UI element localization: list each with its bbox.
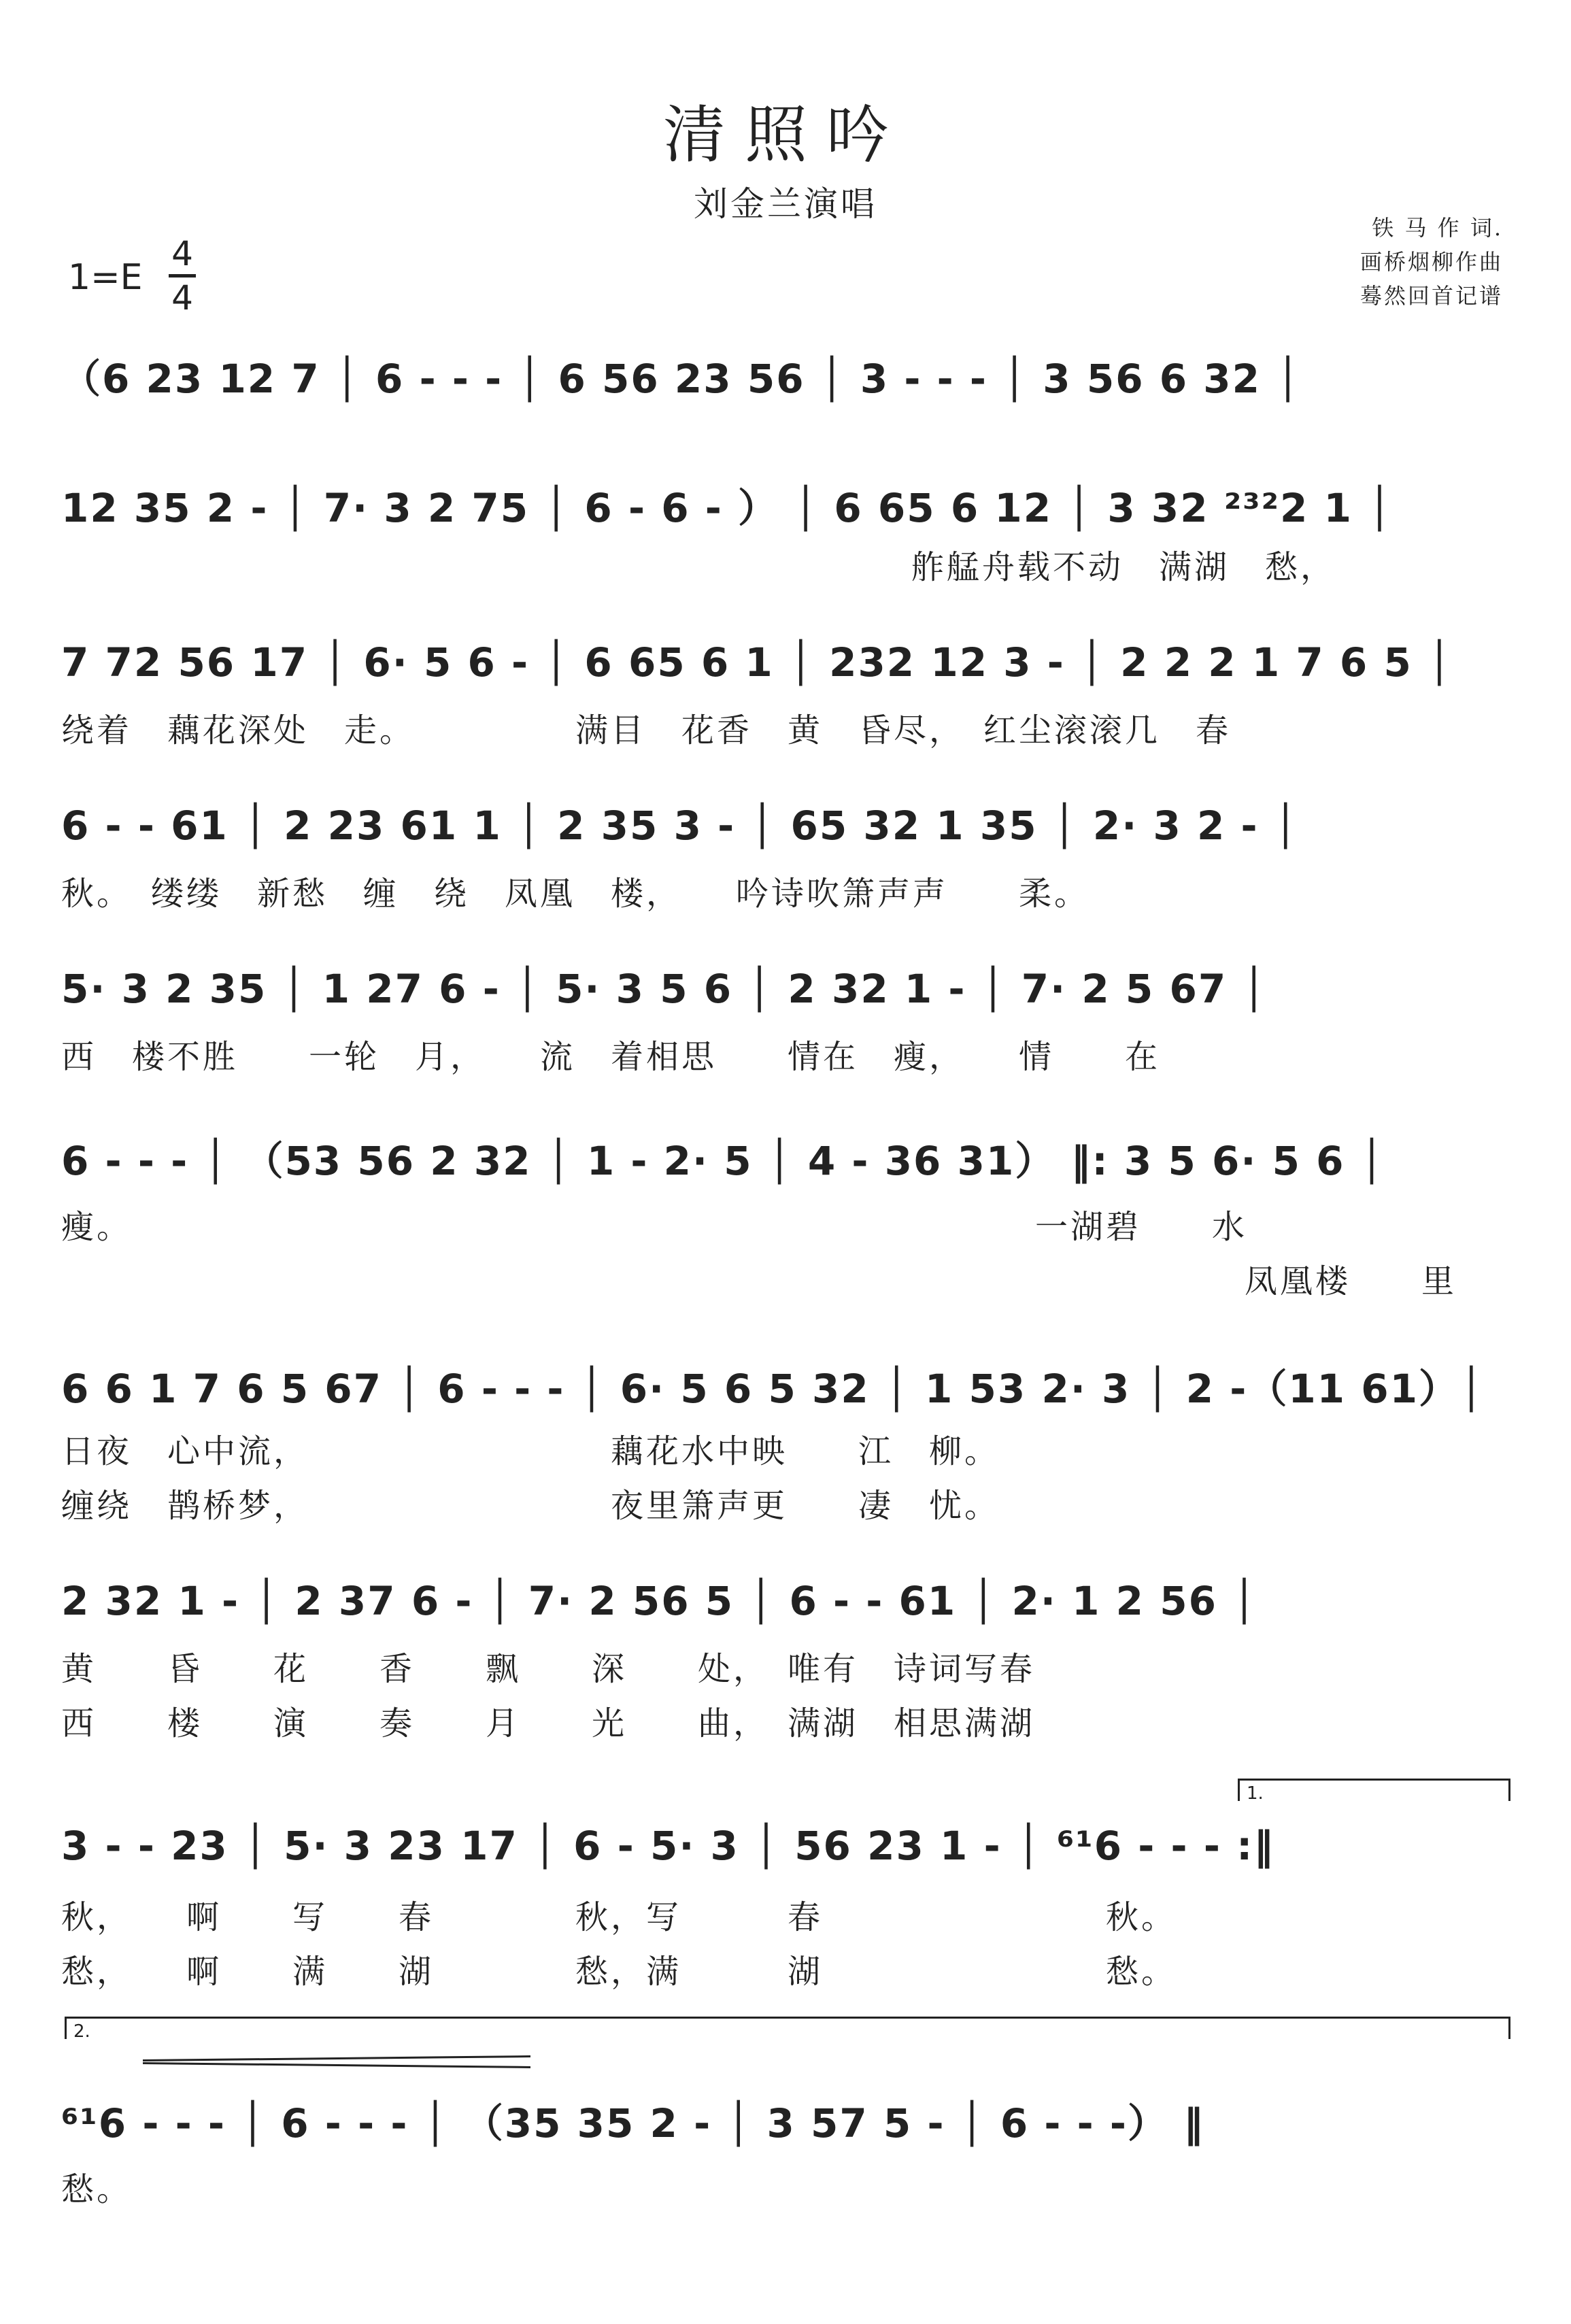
lyric-line-9: 黄 昏 花 香 飘 深 处， 唯有 诗词写春 bbox=[61, 1650, 1036, 1688]
lyric-line-2: 绕着 藕花深处 走。 满目 花香 黄 昏尽， 红尘滚滚几 春 bbox=[61, 711, 1232, 750]
volta-label-1: 1. bbox=[1247, 1783, 1264, 1804]
lyric-line-11: 秋， 啊 写 春 秋，写 春 秋。 bbox=[61, 1898, 1177, 1936]
key-signature: 1=E bbox=[68, 257, 143, 298]
notation-line-8: 2 32 1 - │ 2 37 6 - │ 7· 2 56 5 │ 6 - - 61 │ 2· 1 2 56 │ bbox=[61, 1578, 1258, 1624]
singer-credit: 刘金兰演唱 bbox=[694, 184, 877, 224]
notation-line-3: 7 72 56 17 │ 6· 5 6 - │ 6 65 6 1 │ 232 12 3 - │ 2 2 2 1 7 6 5 │ bbox=[61, 639, 1453, 686]
notation-line-4: 6 - - 61 │ 2 23 61 1 │ 2 35 3 - │ 65 32 1 35 │ 2· 3 2 - │ bbox=[61, 803, 1299, 849]
lyric-line-1: 舴艋舟载不动 满湖 愁， bbox=[911, 548, 1336, 586]
lyric-line-6: 凤凰楼 里 bbox=[1245, 1262, 1457, 1300]
lyric-line-4: 西 楼不胜 一轮 月， 流 着相思 情在 瘦， 情 在 bbox=[61, 1038, 1161, 1076]
lyric-line-13: 愁。 bbox=[61, 2170, 133, 2208]
notation-line-1: （6 23 12 7 │ 6 - - - │ 6 56 23 56 │ 3 - - - │ 3 56 6 32 │ bbox=[61, 356, 1302, 402]
time-signature bbox=[169, 235, 196, 317]
page-title: 清照吟 bbox=[662, 99, 908, 171]
notation-line-5: 5· 3 2 35 │ 1 27 6 - │ 5· 3 5 6 │ 2 32 1 - │ 7· 2 5 67 │ bbox=[61, 966, 1268, 1012]
notation-line-6: 6 - - - │ （53 56 2 32 │ 1 - 2· 5 │ 4 - 36 31） ‖: 3 5 6· 5 6 │ bbox=[61, 1138, 1385, 1184]
crescendo-hairpin-upper bbox=[143, 2055, 530, 2061]
lyric-line-7: 日夜 心中流， 藕花水中映 江 柳。 bbox=[61, 1432, 1000, 1470]
lyric-line-10: 西 楼 演 奏 月 光 曲， 满湖 相思满湖 bbox=[61, 1704, 1036, 1742]
transcriber-credit: 蓦然回首记谱 bbox=[1359, 283, 1503, 309]
time-top: 4 bbox=[171, 234, 193, 273]
volta-bracket-1 bbox=[1238, 1779, 1510, 1804]
lyric-line-3: 秋。 缕缕 新愁 缠 绕 凤凰 楼， 吟诗吹箫声声 柔。 bbox=[61, 875, 1090, 913]
composer-credit: 画桥烟柳作曲 bbox=[1359, 249, 1503, 275]
notation-line-7: 6 6 1 7 6 5 67 │ 6 - - - │ 6· 5 6 5 32 │ 1 53 2· 3 │ 2 -（11 61）│ bbox=[61, 1366, 1485, 1412]
notation-line-10: ⁶¹6 - - - │ 6 - - - │ （35 35 2 - │ 3 57 5 - │ 6 - - -） ‖ bbox=[61, 2100, 1205, 2146]
crescendo-hairpin-lower bbox=[143, 2062, 530, 2068]
lyricist-credit: 铁 马 作 词. bbox=[1372, 215, 1503, 241]
lyric-line-12: 愁， 啊 满 湖 愁，满 湖 愁。 bbox=[61, 1953, 1177, 1991]
notation-line-2: 12 35 2 - │ 7· 3 2 75 │ 6 - 6 - ） │ 6 65 6 12 │ 3 32 ²³²2 1 │ bbox=[61, 485, 1393, 531]
notation-line-9: 3 - - 23 │ 5· 3 23 17 │ 6 - 5· 3 │ 56 23 1 - │ ⁶¹6 - - - :‖ bbox=[61, 1823, 1275, 1869]
lyric-line-5: 瘦。 一湖碧 水 bbox=[61, 1208, 1248, 1246]
volta-bracket-2 bbox=[65, 2017, 1510, 2042]
lyric-line-8: 缠绕 鹊桥梦， 夜里箫声更 凄 忧。 bbox=[61, 1487, 1000, 1525]
time-bottom: 4 bbox=[171, 278, 193, 318]
volta-label-2: 2. bbox=[73, 2021, 90, 2042]
